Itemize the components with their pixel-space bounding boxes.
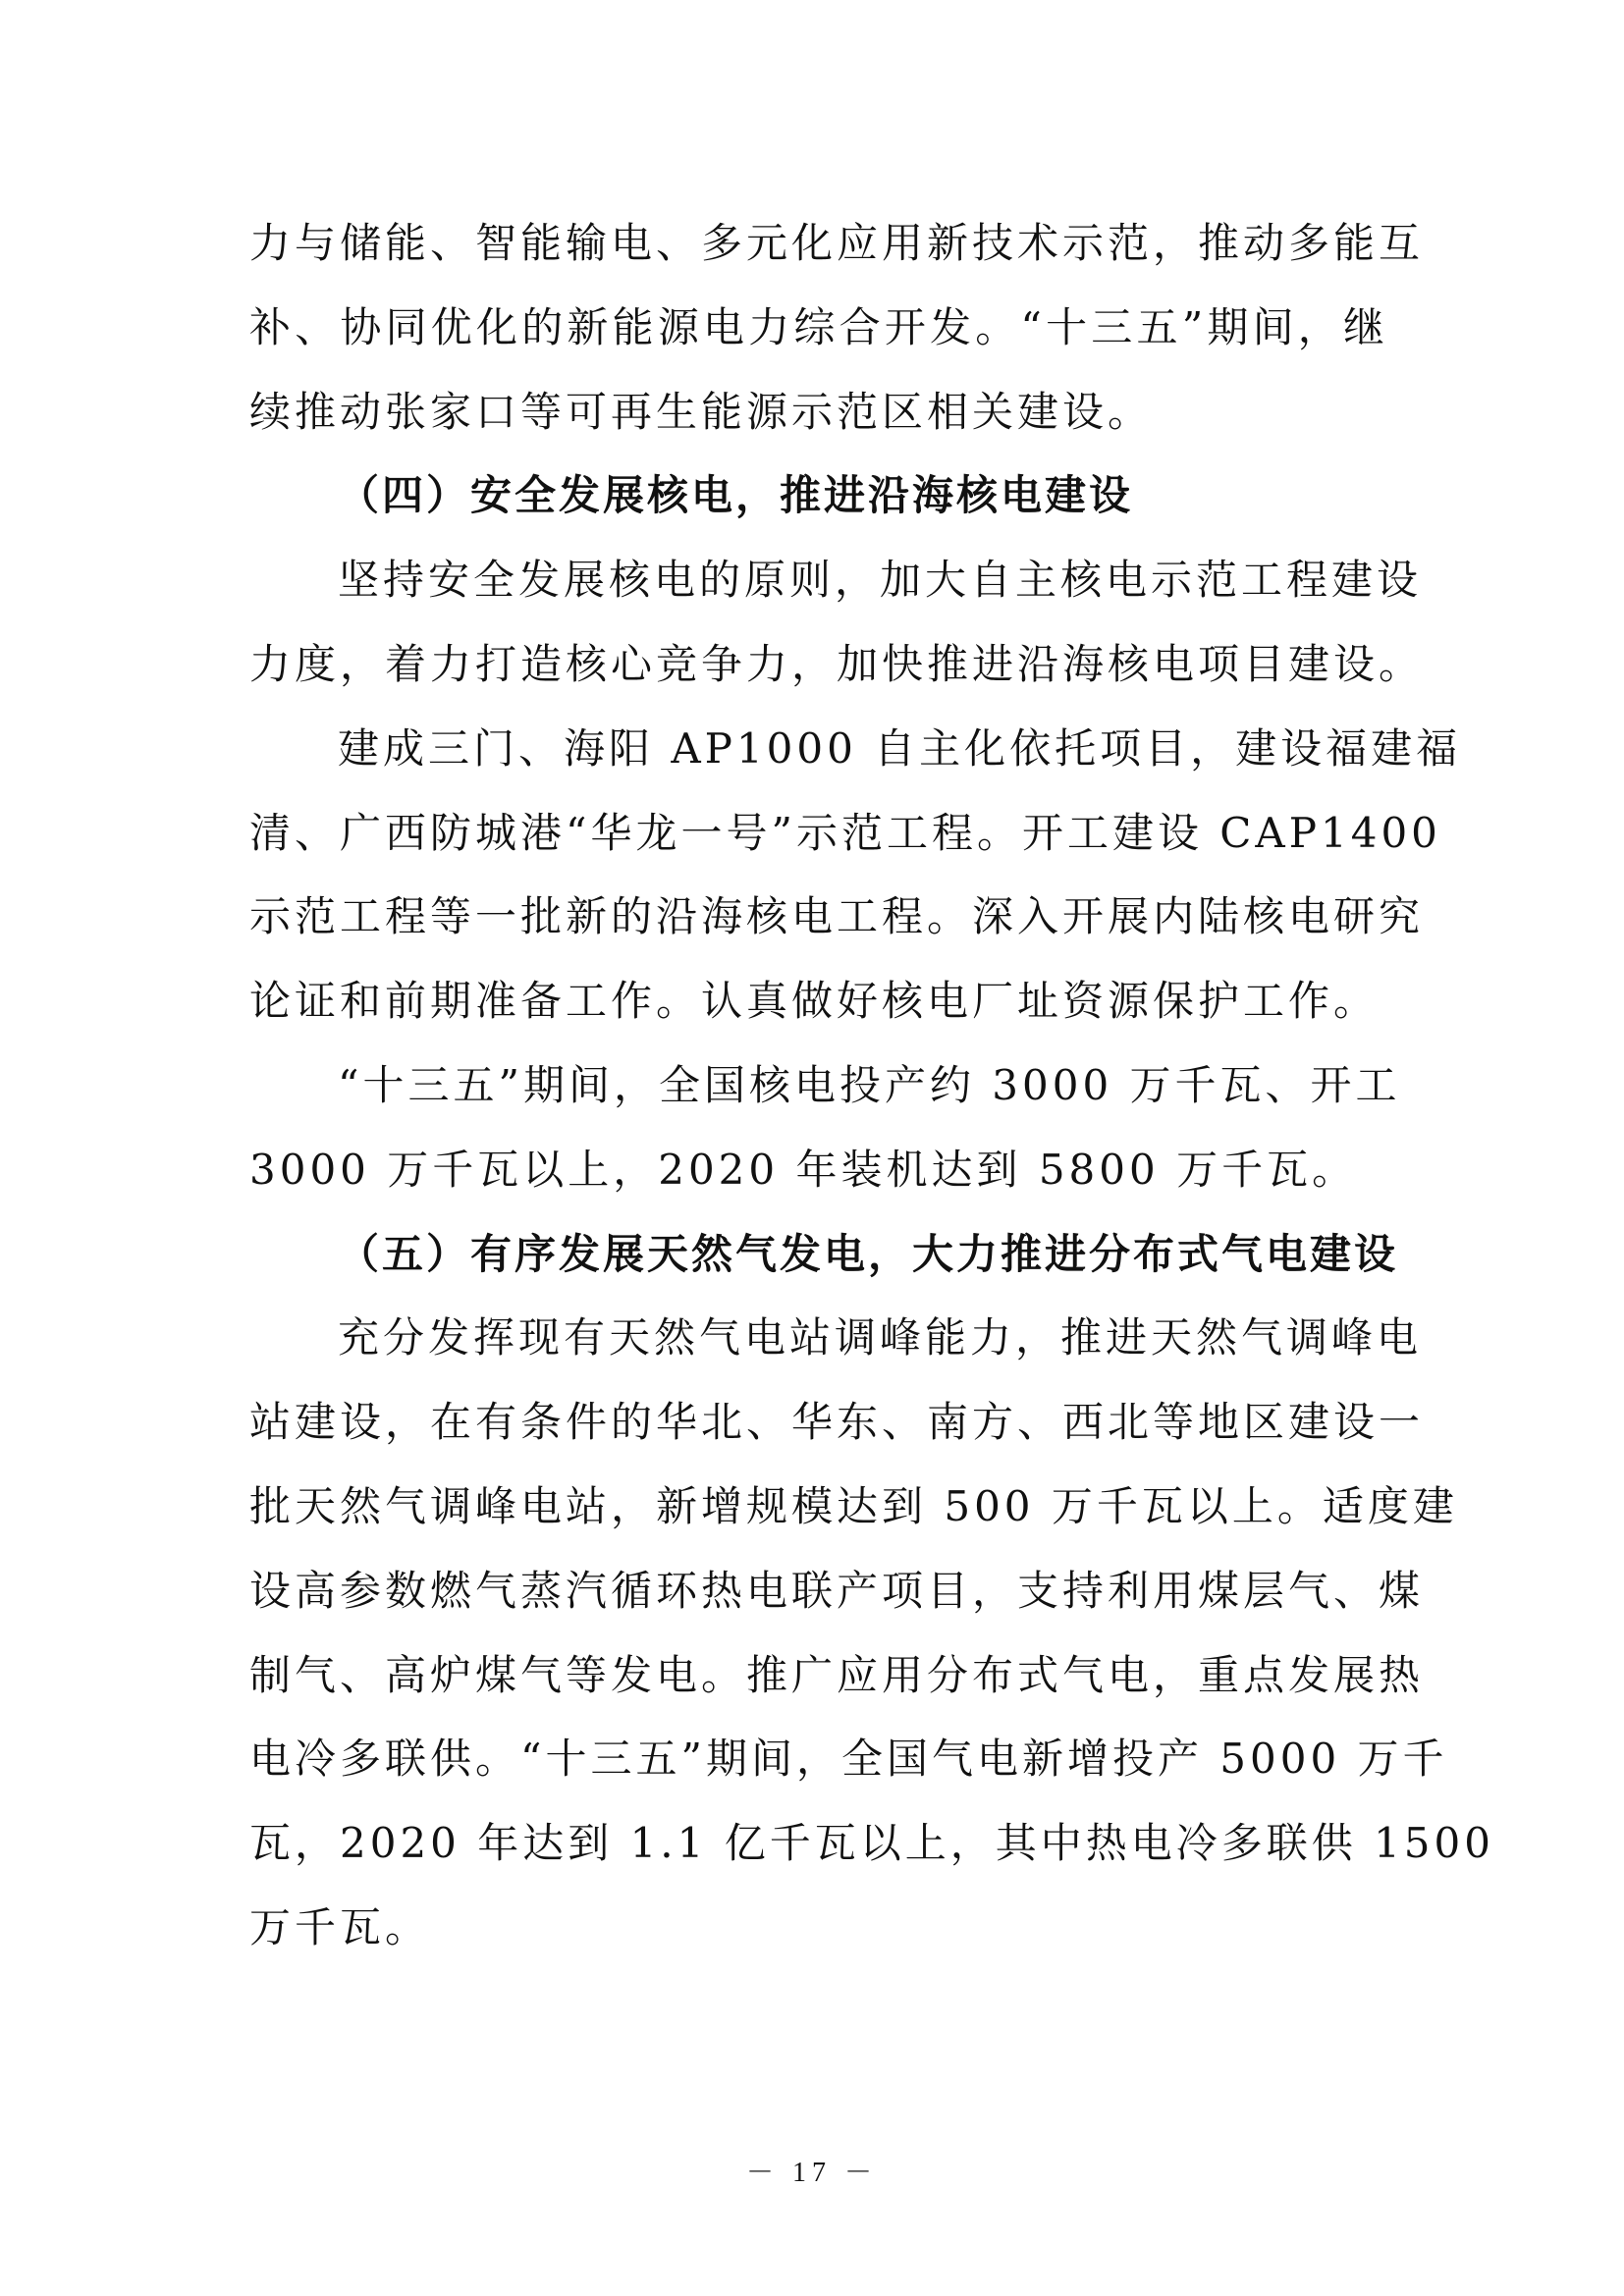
paragraph-first-line: 坚持安全发展核电的原则，加大自主核电示范工程建设 (338, 556, 1423, 605)
text-line: 制气、高炉煤气等发电。推广应用分布式气电，重点发展热 (249, 1650, 1425, 1699)
text-line: 清、广西防城港“华龙一号”示范工程。开工建设 CAP1400 (249, 808, 1441, 857)
section-heading-5: （五）有序发展天然气发电，大力推进分布式气电建设 (338, 1229, 1399, 1278)
text-line: 力与储能、智能输电、多元化应用新技术示范，推动多能互 (249, 219, 1425, 267)
text-line: 站建设，在有条件的华北、华东、南方、西北等地区建设一 (249, 1398, 1425, 1447)
text-line: 电冷多联供。“十三五”期间，全国气电新增投产 5000 万千 (249, 1735, 1448, 1784)
text-line: 3000 万千瓦以上，2020 年装机达到 5800 万千瓦。 (249, 1145, 1358, 1194)
section-heading-4: （四）安全发展核电，推进沿海核电建设 (338, 471, 1134, 520)
text-line: 瓦，2020 年达到 1.1 亿千瓦以上，其中热电冷多联供 1500 (249, 1819, 1494, 1868)
page-number: － 17 － (745, 2158, 878, 2188)
paragraph-first-line: 建成三门、海阳 AP1000 自主化依托项目，建设福建福 (338, 723, 1462, 773)
text-line: 论证和前期准备工作。认真做好核电厂址资源保护工作。 (249, 977, 1380, 1026)
text-line: 力度，着力打造核心竞争力，加快推进沿海核电项目建设。 (249, 639, 1425, 688)
paragraph-first-line: “十三五”期间，全国核电投产约 3000 万千瓦、开工 (338, 1060, 1401, 1109)
text-line: 示范工程等一批新的沿海核电工程。深入开展内陆核电研究 (249, 892, 1425, 941)
paragraph-first-line: 充分发挥现有天然气电站调峰能力，推进天然气调峰电 (338, 1313, 1423, 1362)
text-line: 设高参数燃气蒸汽循环热电联产项目，支持利用煤层气、煤 (249, 1566, 1425, 1615)
text-line: 万千瓦。 (249, 1902, 431, 1951)
text-line: 批天然气调峰电站，新增规模达到 500 万千瓦以上。适度建 (249, 1481, 1458, 1530)
text-line: 补、协同优化的新能源电力综合开发。“十三五”期间，继 (249, 302, 1388, 351)
document-body (249, 201, 1494, 1970)
text-line: 续推动张家口等可再生能源示范区相关建设。 (249, 387, 1154, 436)
